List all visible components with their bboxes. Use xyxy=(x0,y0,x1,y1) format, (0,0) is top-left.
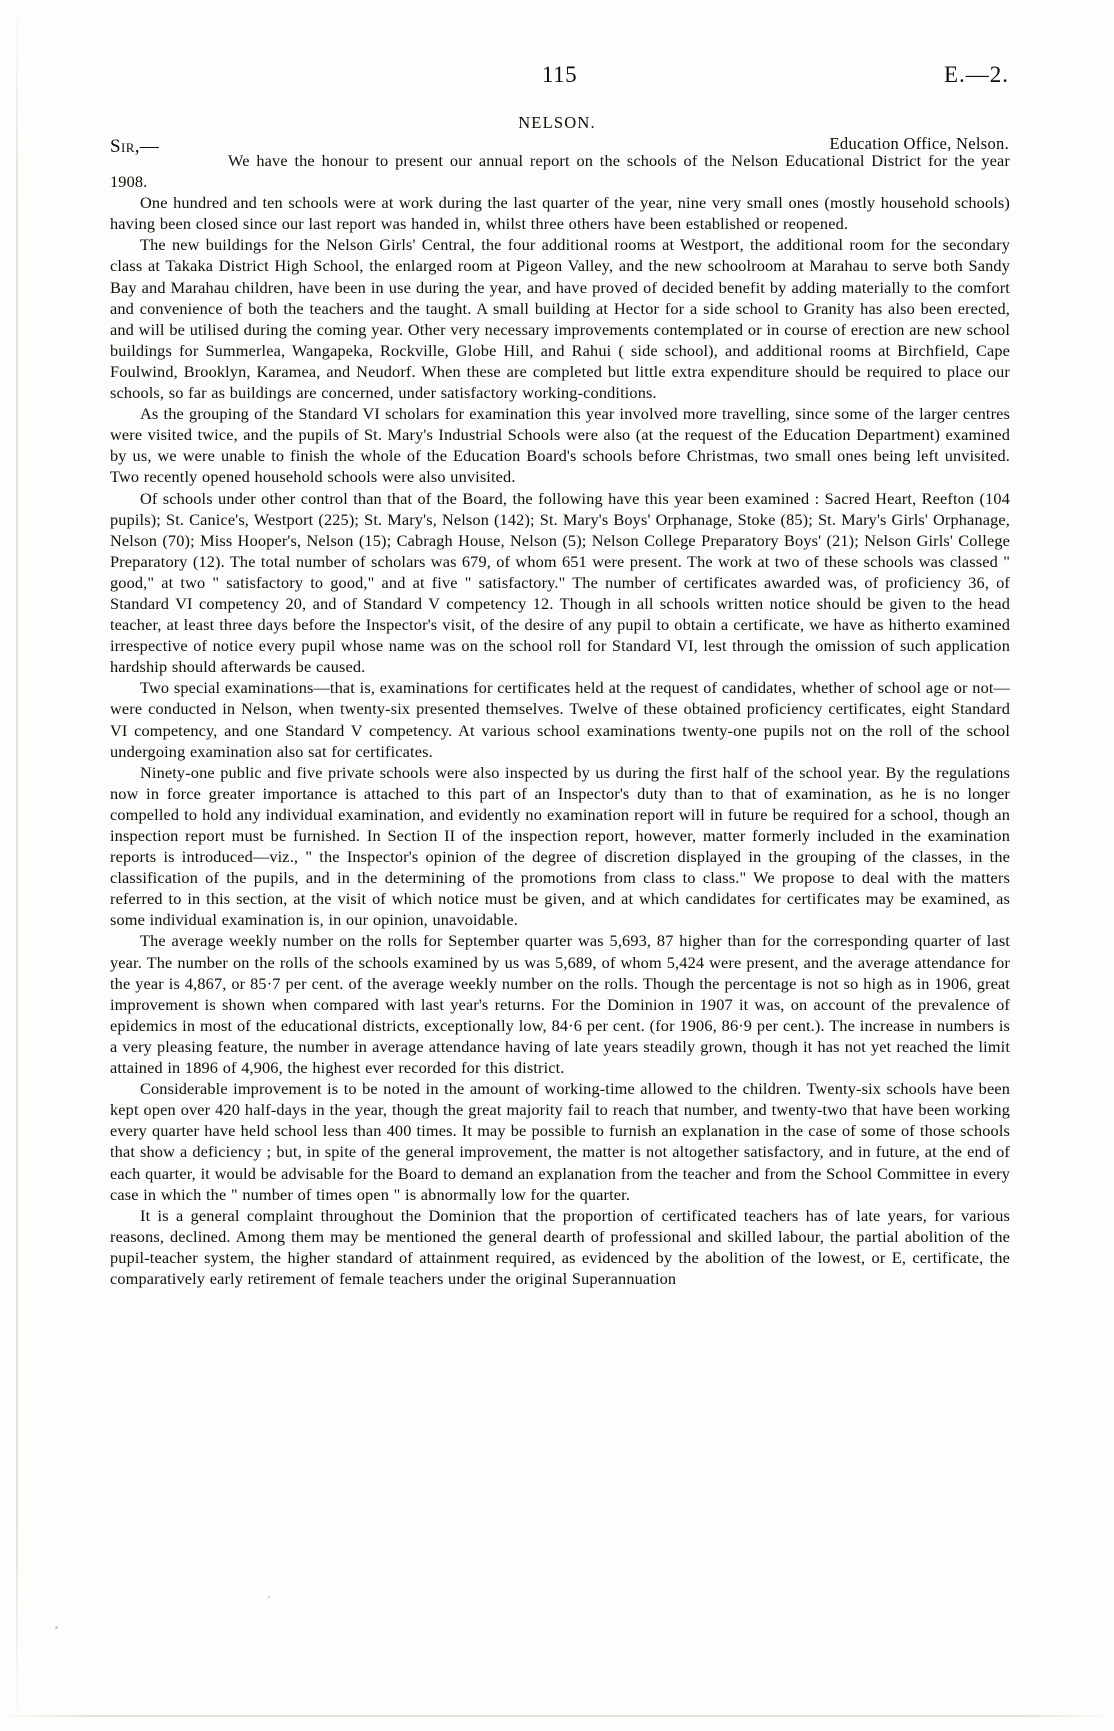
paragraph: The new buildings for the Nelson Girls' Central, the four additional rooms at Westport, the additional room for the secondary class at Takaka District High School, the enlarged room at Pigeon Valley, and the new schoolroom at Marahau to serve both Sandy Bay and Marahau children, have been in use during the year, and have proved of decided benefit by adding materially to the comfort and convenience of both the teachers and the taught. A small building at Hector for a side school to Granity has also been erected, and will be utilised during the coming year. Other very necessary improvements contemplated or in course of erection are new school buildings for Summerlea, Wangapeka, Rockville, Globe Hill, and Rahui ( side school), and additional rooms at Birchfield, Cape Foulwind, Brooklyn, Karamea, and Neudorf. When these are completed but little extra expenditure should be required to place our schools, so far as buildings are concerned, under satisfactory working-conditions. xyxy=(110,235,1010,403)
paragraph: It is a general complaint throughout the Dominion that the proportion of certificated teachers has of late years, for various reasons, declined. Among them may be mentioned the general dearth of professional and skilled labour, the partial abolition of the pupil-teacher system, the higher standard of attainment required, as evidenced by the abolition of the lowest, or E, certificate, the comparatively early retirement of female teachers under the original Superannuation xyxy=(110,1205,1010,1288)
paragraph: Two special examinations—that is, examinations for certificates held at the request of candidates, whether of school age or not—were conducted in Nelson, when twenty-six presented themselves. Twelve of these obtained proficiency certificates, eight Standard VI competency, and one Standard V competency. At various school examinations twenty-one pupils not on the roll of the school undergoing examination also sat for certificates. xyxy=(110,678,1010,761)
paragraph: One hundred and ten schools were at work during the last quarter of the year, nine very small ones (mostly household schools) having been closed since our last report was handed in, whilst three others have been established or reopened. xyxy=(110,193,1010,234)
page-edge-bottom xyxy=(0,1715,1114,1717)
paragraph: Ninety-one public and five private schools were also inspected by us during the first half of the school year. By the regulations now in force greater importance is attached to this part of an Inspector's duty than to that of examination, as he is no longer compelled to hold any individual examination, and evidently no examination report will in future be required for a school, though an inspection report must be furnished. In Section II of the inspection report, however, matter formerly included in the examination reports is introduced—viz., " the Inspector's opinion of the degree of discretion displayed in the grouping of the classes, in the classification of the pupils, and in the determining of the promotions from class to class." We propose to deal with the matters referred to in this section, at the visit of which notice must be given, and at which candidates for certificates may be examined, as some individual examination is, in our opinion, unavoidable. xyxy=(110,762,1010,930)
paragraph: As the grouping of the Standard VI scholars for examination this year involved more travelling, since some of the larger centres were visited twice, and the pupils of St. Mary's Industrial Schools were also (at the request of the Education Department) examined by us, we were unable to finish the whole of the Education Board's schools before Christmas, two small ones being left unvisited. Two recently opened household schools were also unvisited. xyxy=(110,404,1010,487)
body-text xyxy=(110,150,1010,1289)
page-header xyxy=(110,62,1009,94)
paragraph: Of schools under other control than that of the Board, the following have this year been examined : Sacred Heart, Reefton (104 pupils); St. Canice's, Westport (225); St. Mary's, Nelson (142); St. Mary's Boys' Orphanage, Stoke (85); St. Mary's Girls' Orphanage, Nelson (70); Miss Hooper's, Nelson (15); Cabragh House, Nelson (5); Nelson College Preparatory Boys' (21); Nelson Girls' College Preparatory (12). The total number of scholars was 679, of whom 651 were present. The work at two of these schools was classed " good," at two " satisfactory to good," and at five " satisfactory." The number of certificates awarded was, of proficiency 36, of Standard VI competency 20, and of Standard V competency 12. Though in all schools written notice should be given to the head teacher, at least three days before the Inspector's visit, of the desire of any pupil to obtain a certificate, we have as hitherto examined irrespective of notice every pupil whose name was on the school roll for Standard VI, lest through the omission of such application hardship should afterwards be caused. xyxy=(110,488,1010,677)
page-edge-left xyxy=(16,0,18,1731)
document-code: E.—2. xyxy=(943,62,1009,87)
section-title: NELSON. xyxy=(518,113,596,132)
salutation-text: Sir,— xyxy=(110,136,160,157)
addressee: Education Office, Nelson. xyxy=(829,134,1009,153)
paragraph: The average weekly number on the rolls for September quarter was 5,693, 87 higher than for the corresponding quarter of last year. The number on the rolls of the schools examined by us was 5,689, of whom 5,424 were present, and the average attendance for the year is 4,867, or 85·7 per cent. of the average weekly number on the rolls. Though the percentage is not so high as in 1906, great improvement is shown when compared with last year's returns. For the Dominion in 1907 it was, on account of the prevalence of epidemics in most of the educational districts, exceptionally low, 84·6 per cent. (for 1906, 86·9 per cent.). The increase in numbers is a very pleasing feature, the number in average attendance having of late years steadily grown, though it has not yet reached the limit attained in 1896 of 4,906, the highest ever recorded for this district. xyxy=(110,931,1010,1078)
paragraph: Considerable improvement is to be noted in the amount of working-time allowed to the children. Twenty-six schools have been kept open over 420 half-days in the year, though the great majority fail to reach that number, and twenty-two that have been working every quarter have held school less than 400 times. It may be possible to furnish an explanation in the case of some of those schools that show a deficiency ; but, in spite of the general improvement, the matter is not altogether satisfactory, and in future, at the end of each quarter, it would be advisable for the Board to demand an explanation from the teacher and from the School Committee in every case in which the " number of times open " is abnormally low for the quarter. xyxy=(110,1079,1010,1204)
paper-speck xyxy=(268,1596,270,1598)
paper-speck xyxy=(55,1626,58,1629)
page-number: 115 xyxy=(541,62,578,87)
paragraph: We have the honour to present our annual report on the schools of the Nelson Educational District for the year 1908. xyxy=(110,151,1010,192)
